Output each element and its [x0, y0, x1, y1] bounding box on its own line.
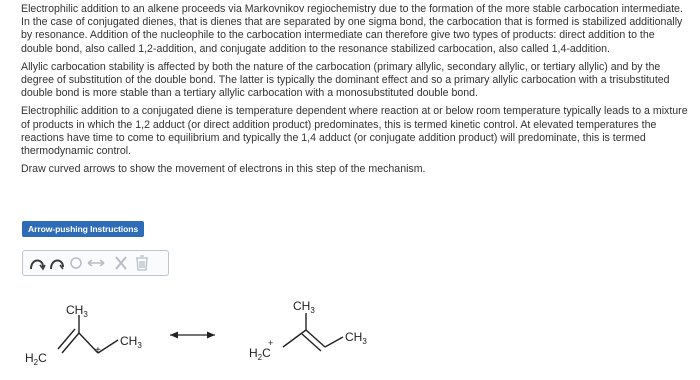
- electron-pair-icon[interactable]: [69, 254, 83, 272]
- arrow-pushing-instructions-button[interactable]: Arrow-pushing Instructions: [22, 221, 144, 237]
- drawing-toolbar: [22, 250, 169, 276]
- right-h2c: $H_2C$: [249, 346, 271, 362]
- trash-icon[interactable]: [134, 254, 150, 272]
- resonance-arrow: [170, 332, 215, 339]
- left-h2c: $H_2C$: [25, 351, 47, 367]
- paragraph-markovnikov: Electrophilic addition to an alkene proceeds via Markovnikov regiochemistry due to the formation of the more stable carbocation intermediate. In the case of conjugated dienes, that is dienes that are separated by one sigma bond, the carbocation that is formed is stabilized additionally by resonance. Addition of the nucleophile to the carbocation intermediate can therefore give two types of products: direct addition to the double bond, also called 1,2-addition, and conjugate addition to the resonance stabilized carbocation, also called 1,4-addition.: [21, 3, 683, 55]
- left-right-ch3: $CH_3$: [120, 334, 142, 350]
- right-carbocation-charge: +: [268, 338, 274, 348]
- question-content: [21, 3, 689, 181]
- right-right-ch3: $CH_3$: [345, 330, 367, 346]
- right-top-ch3: $CH_3$: [293, 299, 315, 315]
- paragraph-temperature: Electrophilic addition to a conjugated diene is temperature dependent where reaction at or below room temperature typically leads to a mixture of products in which the 1,2 adduct (or direct addition product) predominates, this is termed kinetic control. At elevated temperatures the reactions have time to come to equilibrium and typically the 1,4 adduct (or conjugate addition product) will predominate, this is termed thermodynamic control.: [21, 105, 688, 158]
- single-curved-arrow-icon[interactable]: [28, 254, 46, 272]
- left-top-ch3: $CH_3$: [66, 303, 88, 319]
- right-resonance-structure: [249, 299, 367, 362]
- paragraph-allylic-stability: Allylic carbocation stability is affected by both the nature of the carbocation (primary allylic, secondary allylic, or tertiary allylic) and by the degree of substitution of the double bond. The latter is typically the dominant effect and so a primary allylic carbocation with a trisubstituted double bond is more stable than a tertiary allylic carbocation with a monosubstituted double bond.: [21, 60, 670, 100]
- left-carbocation-charge: +: [95, 345, 101, 356]
- mechanism-scheme: [0, 285, 700, 380]
- question-prompt: Draw curved arrows to show the movement of electrons in this step of the mechanism.: [21, 163, 426, 176]
- delete-x-icon[interactable]: [113, 254, 129, 272]
- double-curved-arrow-icon[interactable]: [48, 254, 66, 272]
- resonance-arrow-icon[interactable]: [85, 254, 107, 272]
- left-resonance-structure: [25, 303, 142, 367]
